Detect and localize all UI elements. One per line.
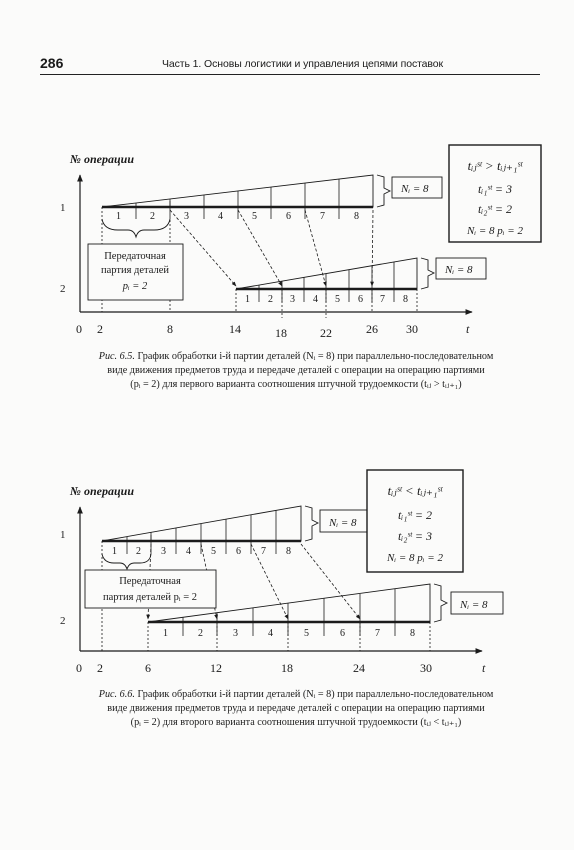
op1-ticks [136, 201, 339, 219]
condition-t2: tᵢ₂ˢᵗ = 2 [477, 202, 513, 216]
op1-item: 2 [136, 546, 141, 557]
page-number: 286 [40, 55, 64, 71]
op2-item: 8 [410, 628, 415, 639]
ni-label: Nᵢ = 8 [329, 517, 357, 529]
op1-fan-lines [136, 179, 339, 207]
ni-label: Nᵢ = 8 [460, 599, 488, 611]
op1-items [116, 211, 359, 222]
op-label-2: 2 [60, 283, 66, 295]
x-tick: 2 [97, 661, 103, 675]
op2-brace [421, 258, 434, 289]
op2-item: 8 [403, 294, 408, 305]
op1-item: 5 [211, 546, 216, 557]
op2-items [245, 294, 408, 305]
op1-item: 5 [252, 211, 257, 222]
x-tick: 0 [76, 322, 82, 336]
op1-item: 4 [218, 211, 223, 222]
x-tick: 30 [406, 322, 418, 336]
op1-item: 8 [354, 211, 359, 222]
op2-brace [434, 584, 447, 622]
x-tick: 26 [366, 322, 378, 336]
batch-brace [102, 219, 170, 237]
op1-item: 1 [116, 211, 121, 222]
op2-item: 7 [380, 294, 385, 305]
op1-item: 6 [286, 211, 291, 222]
x-axis-letter: t [482, 661, 486, 675]
op2-item: 3 [233, 628, 238, 639]
figure-caption [62, 688, 530, 730]
op1-item: 8 [286, 546, 291, 557]
op1-item: 3 [184, 211, 189, 222]
op2-item: 4 [313, 294, 318, 305]
op1-item: 1 [112, 546, 117, 557]
caption-label: Рис. 6.5. [98, 351, 135, 362]
op1-item: 3 [161, 546, 166, 557]
op2-items [163, 628, 415, 639]
x-tick: 14 [229, 322, 241, 336]
op2-item: 1 [163, 628, 168, 639]
op2-fan [236, 258, 417, 289]
caption-text: виде движения предметов труда и передаче деталей с операции на операцию партиями [107, 703, 485, 714]
op2-item: 5 [335, 294, 340, 305]
op2-fan-lines [259, 262, 394, 289]
x-tick: 12 [210, 661, 222, 675]
op2-item: 7 [375, 628, 380, 639]
y-axis-label: № операции [70, 152, 135, 166]
op-label-1: 1 [60, 529, 66, 541]
condition-n-p: Nᵢ = 8 pᵢ = 2 [387, 552, 443, 564]
transfer-text: партия деталей pᵢ = 2 [102, 592, 198, 603]
x-tick: 18 [275, 326, 287, 340]
op1-brace [305, 506, 318, 541]
transfer-text: pᵢ = 2 [122, 281, 148, 292]
x-tick: 18 [281, 661, 293, 675]
condition-t2: tᵢ₂ˢᵗ = 3 [397, 529, 433, 543]
op2-item: 6 [358, 294, 363, 305]
op-label-1: 1 [60, 202, 66, 214]
transfer-arrows [170, 210, 373, 286]
op1-item: 4 [186, 546, 191, 557]
x-tick: 30 [420, 661, 432, 675]
op1-item: 7 [261, 546, 266, 557]
op2-ticks [259, 289, 394, 302]
caption-label: Рис. 6.6. [98, 689, 135, 700]
y-axis-label: № операции [70, 484, 135, 498]
op2-item: 2 [268, 294, 273, 305]
ni-label: Nᵢ = 8 [401, 183, 429, 195]
op1-fan [102, 175, 373, 207]
transfer-text: Передаточная [104, 251, 166, 262]
op2-item: 3 [290, 294, 295, 305]
op2-item: 2 [198, 628, 203, 639]
figure-6-6 [60, 470, 503, 675]
figure-caption [62, 350, 530, 392]
x-axis-letter: t [466, 322, 470, 336]
op2-item: 1 [245, 294, 250, 305]
condition-t1: tᵢ₁ˢᵗ = 2 [397, 508, 433, 522]
op2-item: 4 [268, 628, 273, 639]
x-tick: 24 [353, 661, 365, 675]
x-tick: 8 [167, 322, 173, 336]
op1-item: 6 [236, 546, 241, 557]
caption-text: График обработки i-й партии деталей (Nᵢ = 8) при параллельно-последовательном [137, 689, 494, 700]
op1-fan [102, 506, 301, 541]
condition-inequality: tᵢⱼˢᵗ < tᵢⱼ₊₁ˢᵗ [387, 483, 443, 498]
caption-text: (pᵢ = 2) для второго варианта соотношения штучной трудоемкости (tᵢⱼ < tᵢⱼ₊₁) [130, 717, 462, 728]
condition-n-p: Nᵢ = 8 pᵢ = 2 [467, 225, 523, 237]
batch-brace [102, 554, 151, 569]
op2-item: 5 [304, 628, 309, 639]
condition-t1: tᵢ₁ˢᵗ = 3 [477, 182, 513, 196]
figure-6-5 [60, 145, 541, 340]
transfer-text: Передаточная [119, 576, 181, 587]
condition-inequality: tᵢⱼˢᵗ > tᵢⱼ₊₁ˢᵗ [467, 158, 523, 173]
op1-brace [377, 175, 390, 207]
ni-label: Nᵢ = 8 [445, 264, 473, 276]
op1-item: 7 [320, 211, 325, 222]
op1-item: 2 [150, 211, 155, 222]
transfer-text: партия деталей [100, 265, 170, 276]
caption-text: виде движения предметов труда и передаче деталей с операции на операцию партиями [107, 365, 485, 376]
x-tick: 0 [76, 661, 82, 675]
caption-text: График обработки i-й партии деталей (Nᵢ = 8) при параллельно-последовательном [137, 351, 494, 362]
op1-items [112, 546, 291, 557]
op2-ticks [183, 622, 395, 636]
op2-item: 6 [340, 628, 345, 639]
op-label-2: 2 [60, 615, 66, 627]
running-title: Часть 1. Основы логистики и управления цепями поставок [162, 58, 444, 70]
x-tick: 2 [97, 322, 103, 336]
caption-text: (pᵢ = 2) для первого варианта соотношения штучной трудоемкости (tᵢⱼ > tᵢⱼ₊₁) [130, 379, 462, 390]
x-tick: 6 [145, 661, 151, 675]
x-tick: 22 [320, 326, 332, 340]
